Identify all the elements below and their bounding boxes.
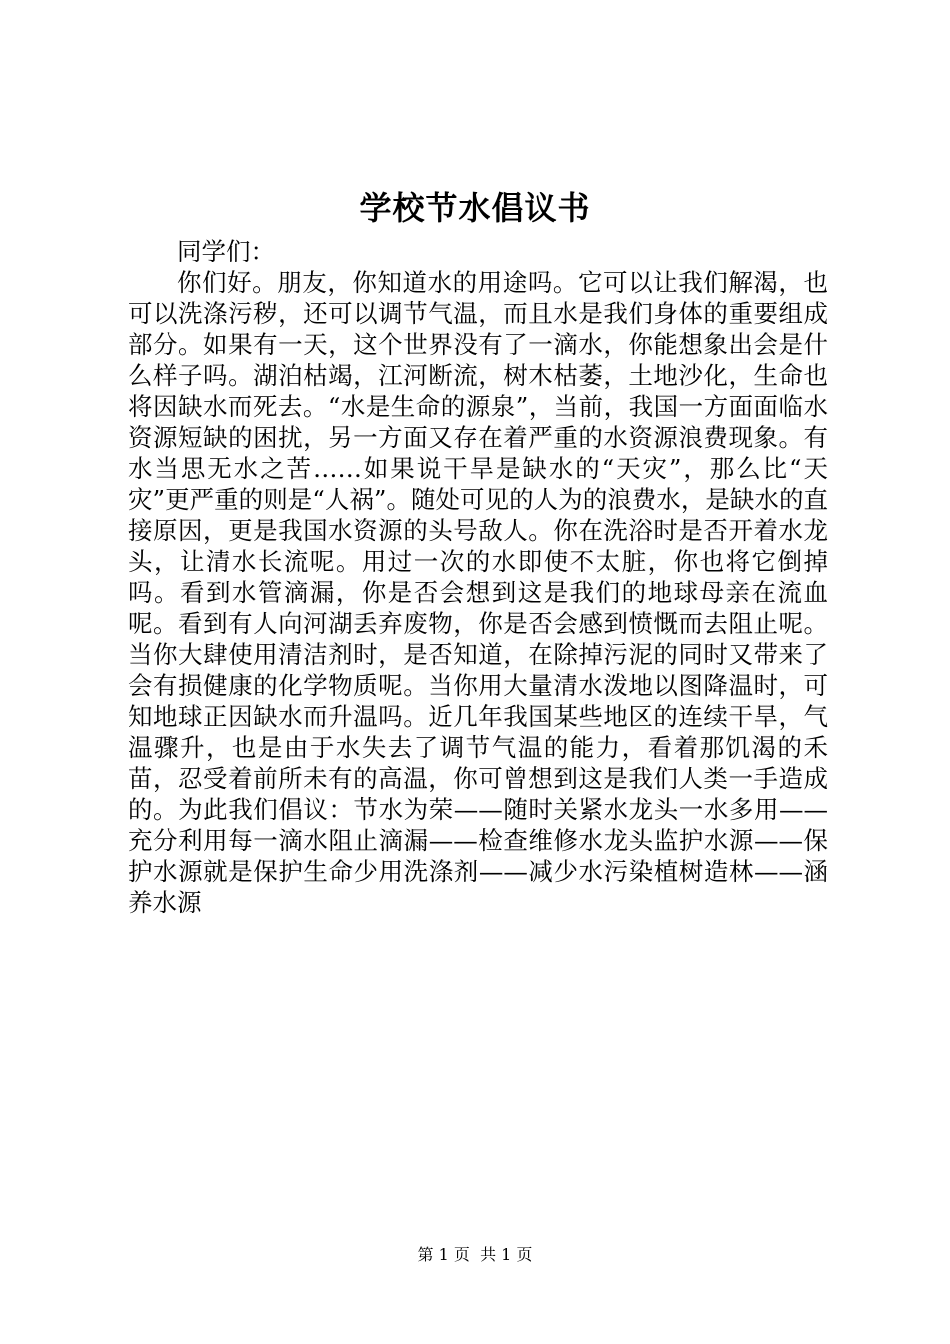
document-title: 学校节水倡议书 <box>359 189 591 227</box>
document-body <box>128 236 828 918</box>
page-footer <box>0 1244 950 1266</box>
greeting-line: 同学们： <box>177 237 275 266</box>
page-total: 共 1 页 <box>480 1245 533 1264</box>
body-paragraph: 你们好。朋友，你知道水的用途吗。它可以让我们解渴，也可以洗涤污秽，还可以调节气温，而且水是我们身体的重要组成部分。如果有一天，这个世界没有了一滴水，你能想象出会是什么样子吗。湖泊枯竭，江河断流，树木枯萎，土地沙化，生命也将因缺水而死去。“水是生命的源泉”，当前，我国一方面面临水资源短缺的困扰，另一方面又存在着严重的水资源浪费现象。有水当思无水之苦……如果说干旱是缺水的“天灾”，那么比“天灾”更严重的则是“人祸”。随处可见的人为的浪费水，是缺水的直接原因，更是我国水资源的头号敌人。你在洗浴时是否开着水龙头，让清水长流呢。用过一次的水即使不太脏，你也将它倒掉吗。看到水管滴漏，你是否会想到这是我们的地球母亲在流血呢。看到有人向河湖丢弃废物，你是否会感到愤慨而去阻止呢。当你大肆使用清洁剂时，是否知道，在除掉污泥的同时又带来了会有损健康的化学物质呢。当你用大量清水泼地以图降温时，可知地球正因缺水而升温吗。近几年我国某些地区的连续干旱，气温骤升，也是由于水失去了调节气温的能力，看着那饥渴的禾苗，忍受着前所未有的高温，你可曾想到这是我们人类一手造成的。为此我们倡议：节水为荣——随时关紧水龙头一水多用——充分利用每一滴水阻止滴漏——检查维修水龙头监护水源——保护水源就是保护生命少用洗涤剂——减少水污染植树造林——涵养水源 <box>128 268 828 917</box>
page-number: 第 1 页 <box>417 1245 470 1264</box>
